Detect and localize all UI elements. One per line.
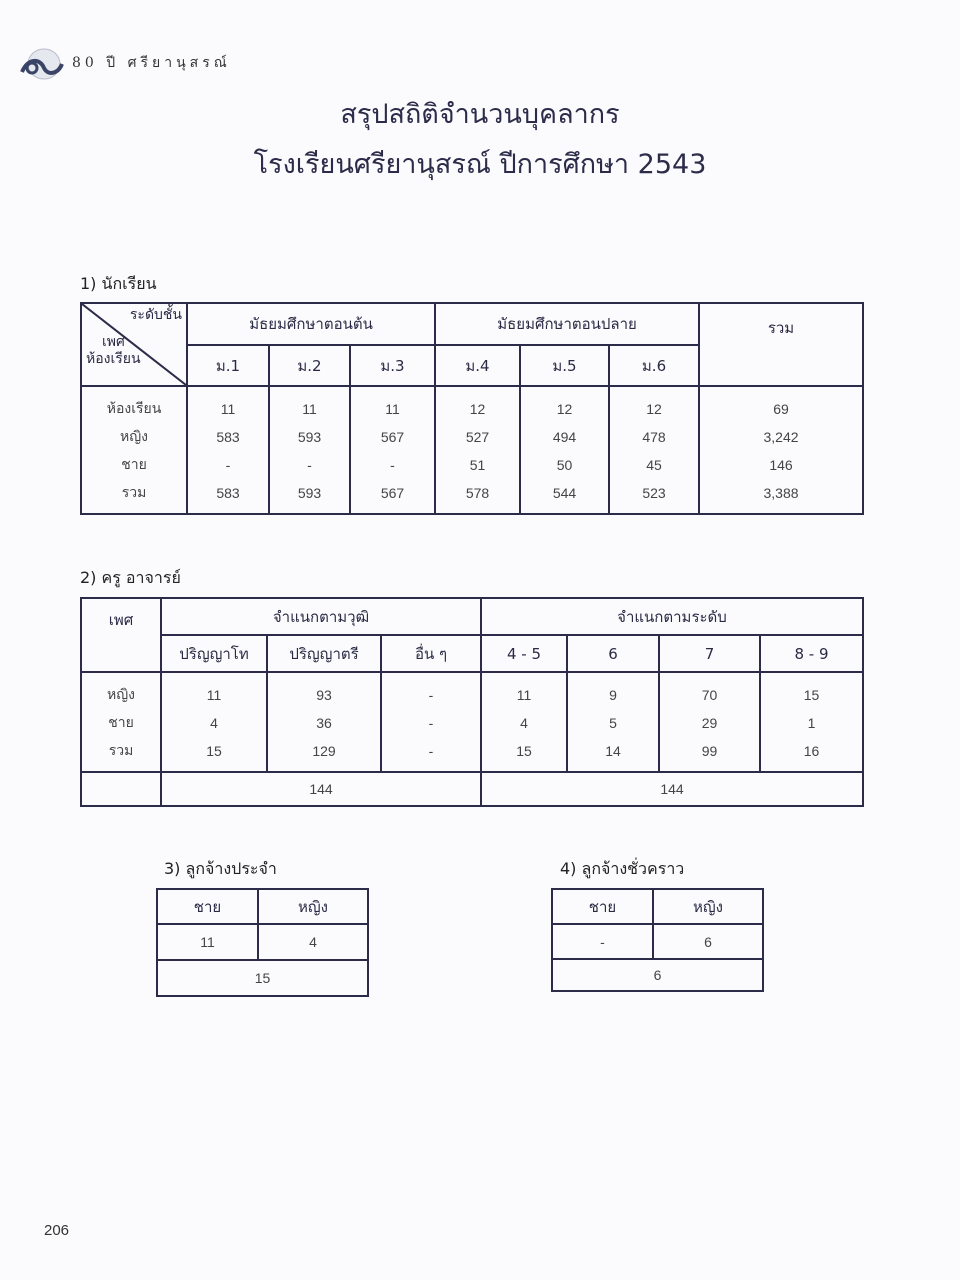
table-cell: 93 — [267, 672, 381, 709]
table-row — [81, 386, 863, 423]
teachers-table — [80, 597, 864, 807]
male-count: 11 — [157, 924, 258, 960]
temporary-table — [551, 888, 764, 992]
table-cell: 4 — [481, 709, 567, 737]
table-cell: 16 — [760, 737, 863, 772]
table-cell: 11 — [269, 386, 350, 423]
school-logo-icon — [18, 46, 64, 86]
table-cell: 70 — [659, 672, 760, 709]
row-label: หญิง — [81, 423, 187, 451]
lower-secondary-header: มัธยมศึกษาตอนต้น — [187, 303, 435, 345]
subheader: ปริญญาตรี — [267, 635, 381, 672]
row-label: ชาย — [81, 451, 187, 479]
grade-header: ม.3 — [350, 345, 435, 386]
table-cell: 146 — [699, 451, 863, 479]
male-header: ชาย — [157, 889, 258, 924]
table-cell: 3,388 — [699, 479, 863, 514]
students-heading: 1) นักเรียน — [80, 274, 157, 293]
female-count: 6 — [653, 924, 763, 959]
degree-total: 144 — [161, 772, 481, 806]
table-cell: 583 — [187, 479, 269, 514]
table-cell: 29 — [659, 709, 760, 737]
table-cell: 567 — [350, 479, 435, 514]
subheader: อื่น ๆ — [381, 635, 481, 672]
row-label: รวม — [81, 479, 187, 514]
subheader: 8 - 9 — [760, 635, 863, 672]
subheader: 7 — [659, 635, 760, 672]
table-cell: 15 — [481, 737, 567, 772]
table-cell: - — [381, 709, 481, 737]
permanent-table — [156, 888, 369, 997]
corner-header-cell — [81, 303, 187, 386]
table-row — [81, 672, 863, 709]
table-cell: 45 — [609, 451, 699, 479]
table-row — [81, 737, 863, 772]
grade-header: ม.1 — [187, 345, 269, 386]
table-cell: 5 — [567, 709, 659, 737]
temporary-heading: 4) ลูกจ้างชั่วคราว — [560, 859, 685, 878]
diagonal-divider — [82, 304, 186, 385]
permanent-heading: 3) ลูกจ้างประจำ — [164, 859, 277, 878]
table-cell: 11 — [187, 386, 269, 423]
table-cell: 593 — [269, 479, 350, 514]
male-header: ชาย — [552, 889, 653, 924]
subheader: ปริญญาโท — [161, 635, 267, 672]
table-row — [81, 423, 863, 451]
table-cell: - — [381, 737, 481, 772]
table-cell: 494 — [520, 423, 609, 451]
subheader: 6 — [567, 635, 659, 672]
table-cell: 11 — [481, 672, 567, 709]
corner-bottom-label-1: เพศ — [102, 334, 125, 350]
teachers-heading: 2) ครู อาจารย์ — [80, 568, 181, 587]
corner-top-label: ระดับชั้น — [129, 307, 182, 323]
table-cell: 11 — [350, 386, 435, 423]
row-label: หญิง — [81, 672, 161, 709]
table-cell: 12 — [435, 386, 520, 423]
table-cell: 15 — [760, 672, 863, 709]
level-group-header: จำแนกตามระดับ — [481, 598, 863, 635]
table-cell: 583 — [187, 423, 269, 451]
female-header: หญิง — [653, 889, 763, 924]
running-header: 80 ปี ศรียานุสรณ์ — [72, 55, 231, 71]
total-count: 15 — [157, 960, 368, 996]
female-count: 4 — [258, 924, 368, 960]
table-cell: 36 — [267, 709, 381, 737]
male-count: - — [552, 924, 653, 959]
table-cell: 9 — [567, 672, 659, 709]
table-cell: 3,242 — [699, 423, 863, 451]
table-cell: 50 — [520, 451, 609, 479]
table-cell: 51 — [435, 451, 520, 479]
table-cell: 12 — [520, 386, 609, 423]
total-header: รวม — [699, 303, 863, 386]
table-cell: 11 — [161, 672, 267, 709]
row-label: ชาย — [81, 709, 161, 737]
table-cell: - — [381, 672, 481, 709]
table-row — [81, 709, 863, 737]
table-cell: 129 — [267, 737, 381, 772]
female-header: หญิง — [258, 889, 368, 924]
table-cell: - — [350, 451, 435, 479]
table-cell: 15 — [161, 737, 267, 772]
table-cell: 69 — [699, 386, 863, 423]
subheader: 4 - 5 — [481, 635, 567, 672]
page-title: สรุปสถิติจำนวนบุคลากร — [340, 99, 620, 130]
table-cell: 527 — [435, 423, 520, 451]
row-label: ห้องเรียน — [81, 386, 187, 423]
table-cell: - — [269, 451, 350, 479]
table-row — [81, 479, 863, 514]
page-subtitle: โรงเรียนศรียานุสรณ์ ปีการศึกษา 2543 — [253, 149, 707, 180]
table-cell: 478 — [609, 423, 699, 451]
row-label: รวม — [81, 737, 161, 772]
grade-header: ม.2 — [269, 345, 350, 386]
upper-secondary-header: มัธยมศึกษาตอนปลาย — [435, 303, 699, 345]
students-table — [80, 302, 864, 515]
table-cell: 99 — [659, 737, 760, 772]
table-cell: 544 — [520, 479, 609, 514]
sex-header: เพศ — [81, 598, 161, 672]
grade-header: ม.4 — [435, 345, 520, 386]
table-cell: 12 — [609, 386, 699, 423]
empty-cell — [81, 772, 161, 806]
grade-header: ม.6 — [609, 345, 699, 386]
table-cell: 593 — [269, 423, 350, 451]
table-cell: 14 — [567, 737, 659, 772]
table-cell: 578 — [435, 479, 520, 514]
table-row — [81, 451, 863, 479]
level-total: 144 — [481, 772, 863, 806]
degree-group-header: จำแนกตามวุฒิ — [161, 598, 481, 635]
table-cell: 1 — [760, 709, 863, 737]
page-number: 206 — [44, 1222, 70, 1239]
grade-header: ม.5 — [520, 345, 609, 386]
total-count: 6 — [552, 959, 763, 991]
table-cell: 523 — [609, 479, 699, 514]
corner-bottom-label-2: ห้องเรียน — [86, 351, 141, 367]
table-cell: 4 — [161, 709, 267, 737]
table-cell: 567 — [350, 423, 435, 451]
table-cell: - — [187, 451, 269, 479]
